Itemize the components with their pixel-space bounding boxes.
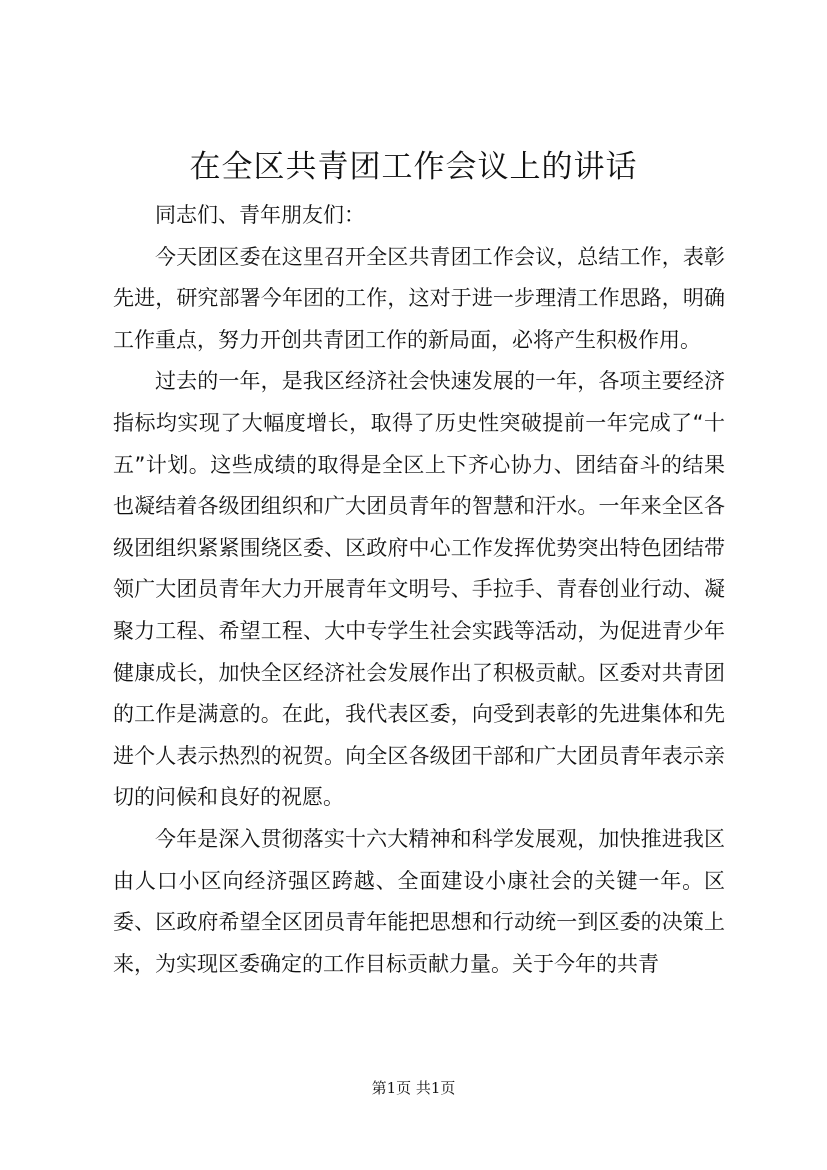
- paragraph-3: 今年是深入贯彻落实十六大精神和科学发展观，加快推进我区由人口小区向经济强区跨越、全面建设小康社会的关键一年。区委、区政府希望全区团员青年能把思想和行动统一到区委的决策上来，为实现区委确定的工作目标贡献力量。关于今年的共青: [113, 826, 725, 976]
- document-title: 在全区共青团工作会议上的讲话: [189, 149, 638, 185]
- page-number-footer: 第1页 共1页: [371, 1079, 456, 1097]
- document-body: [113, 195, 725, 985]
- paragraph-2: 过去的一年，是我区经济社会快速发展的一年，各项主要经济指标均实现了大幅度增长，取得了历史性突破提前一年完成了“十五”计划。这些成绩的取得是全区上下齐心协力、团结奋斗的结果也凝结着各级团组织和广大团员青年的智慧和汗水。一年来全区各级团组织紧紧围绕区委、区政府中心工作发挥优势突出特色团结带领广大团员青年大力开展青年文明号、手拉手、青春创业行动、凝聚力工程、希望工程、大中专学生社会实践等活动，为促进青少年健康成长，加快全区经济社会发展作出了积极贡献。区委对共青团的工作是满意的。在此，我代表区委，向受到表彰的先进集体和先进个人表示热烈的祝贺。向全区各级团干部和广大团员青年表示亲切的问候和良好的祝愿。: [113, 369, 725, 810]
- paragraph-1: 今天团区委在这里召开全区共青团工作会议，总结工作，表彰先进，研究部署今年团的工作，这对于进一步理清工作思路，明确工作重点，努力开创共青团工作的新局面，必将产生积极作用。: [113, 244, 725, 352]
- greeting-line: 同志们、青年朋友们：: [155, 203, 365, 227]
